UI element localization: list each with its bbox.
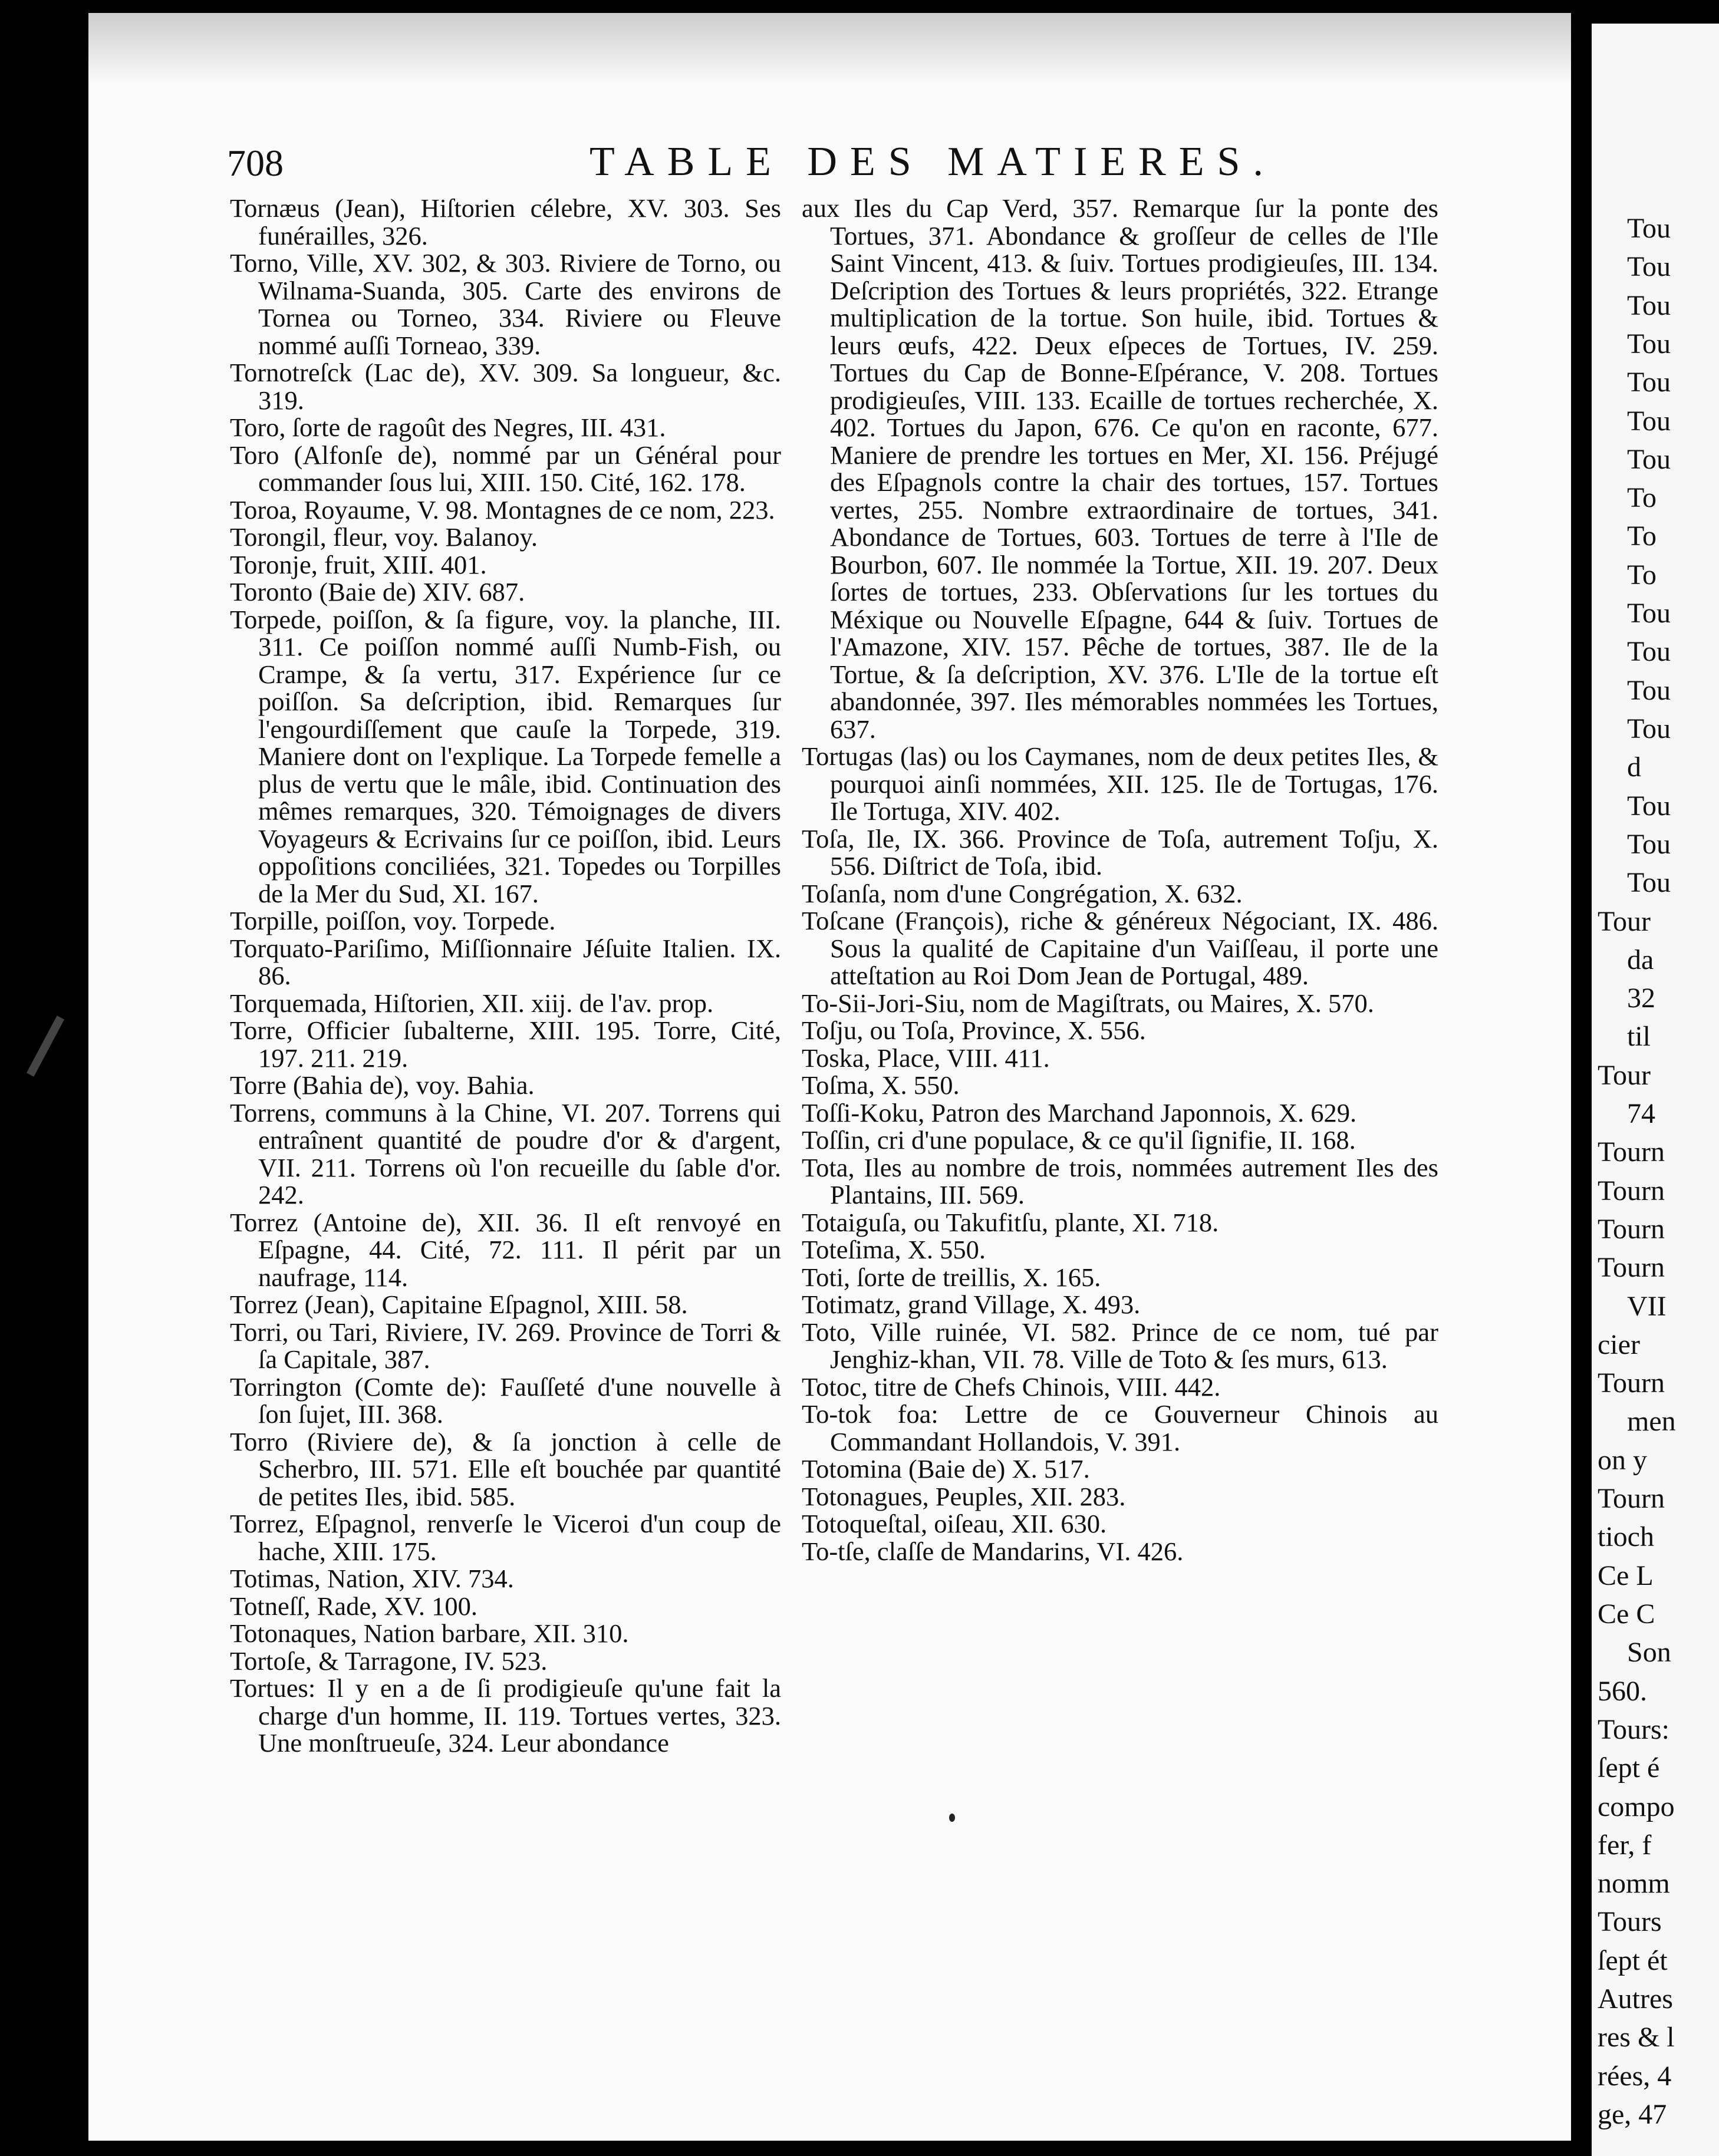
index-entry: Torquemada, Hiſtorien, XII. xiij. de l'av. prop.	[230, 988, 714, 1018]
facing-page-fragment: Ce L	[1598, 1560, 1654, 1591]
running-head: TABLE DES MATIERES.	[590, 139, 1276, 184]
facing-page-fragment: d	[1627, 751, 1641, 783]
index-entry: Toſju, ou Toſa, Province, X. 556.	[802, 1016, 1146, 1045]
index-entry: Toronto (Baie de) XIV. 687.	[230, 577, 525, 606]
index-entry: Torrez, Eſpagnol, renverſe le Viceroi d'un coup de hache, XIII. 175.	[230, 1509, 781, 1566]
index-entry: Torrez (Jean), Capitaine Eſpagnol, XIII. 58.	[230, 1290, 688, 1319]
index-entry: Totonagues, Peuples, XII. 283.	[802, 1481, 1126, 1511]
index-entry: Torro (Riviere de), & ſa jonction à celle de Scherbro, III. 571. Elle eſt bouchée par quantité de petites Iles, ibid. 585.	[230, 1426, 781, 1511]
facing-page-fragment: res & l	[1598, 2022, 1675, 2053]
facing-page-fragment: Tou	[1627, 328, 1671, 360]
facing-page-fragment: Tou	[1627, 790, 1671, 822]
index-entry: Toronje, fruit, XIII. 401.	[230, 549, 487, 579]
index-entry: Totimatz, grand Village, X. 493.	[802, 1290, 1141, 1319]
facing-page-fragment: To	[1627, 520, 1657, 552]
index-entry: Toro (Alfonſe de), nommé par un Général pour commander ſous lui, XIII. 150. Cité, 162. 178.	[230, 440, 781, 497]
facing-page-fragment: Tou	[1627, 367, 1671, 398]
index-entry: Toto, Ville ruinée, VI. 582. Prince de ce nom, tué par Jenghiz-khan, VII. 78. Ville de Toto & ſes murs, 613.	[802, 1317, 1438, 1374]
facing-page-fragment: Tourn	[1598, 1252, 1665, 1284]
index-entry: Toteſima, X. 550.	[802, 1235, 986, 1264]
facing-page-fragment: Tou	[1627, 636, 1671, 668]
facing-page-fragment: Tour	[1598, 1059, 1651, 1091]
index-entry: Toſanſa, nom d'une Congrégation, X. 632.	[802, 878, 1243, 908]
index-entry: Tornæus (Jean), Hiſtorien célebre, XV. 303. Ses funérailles, 326.	[230, 193, 781, 250]
index-entry: Toti, ſorte de treillis, X. 165.	[802, 1262, 1101, 1292]
index-entry: Torrens, communs à la Chine, VI. 207. Torrens qui entraînent quantité de poudre d'or & d'argent, VII. 211. Torrens où l'on recueille du ſable d'or. 242.	[230, 1097, 781, 1209]
facing-page-fragment: Tou	[1627, 443, 1671, 475]
facing-page-fragment: Tou	[1627, 674, 1671, 706]
index-entry: Totonaques, Nation barbare, XII. 310.	[230, 1618, 629, 1648]
facing-page-fragment: To	[1627, 482, 1657, 514]
index-entry: Toſa, Ile, IX. 366. Province de Toſa, autrement Toſju, X. 556. Diſtrict de Toſa, ibid.	[802, 823, 1438, 881]
index-entry: Totomina (Baie de) X. 517.	[802, 1454, 1090, 1484]
facing-page-fragment: Ce C	[1598, 1598, 1655, 1630]
facing-page-fragment: compo	[1598, 1791, 1675, 1822]
index-entry: Toſſin, cri d'une populace, & ce qu'il ſignifie, II. 168.	[802, 1125, 1356, 1155]
facing-page-fragment: Tourn	[1598, 1136, 1665, 1168]
facing-page-fragment: cier	[1598, 1328, 1640, 1360]
ink-speck	[949, 1814, 955, 1822]
index-entry: Torre, Officier ſubalterne, XIII. 195. Torre, Cité, 197. 211. 219.	[230, 1016, 781, 1073]
index-entry: Torrez (Antoine de), XII. 36. Il eſt renvoyé en Eſpagne, 44. Cité, 72. 111. Il périt par un naufrage, 114.	[230, 1207, 781, 1292]
facing-page-fragment: Son	[1627, 1637, 1671, 1669]
index-entry: Tota, Iles au nombre de trois, nommées autrement Iles des Plantains, III. 569.	[802, 1152, 1438, 1209]
facing-page-fragment: men	[1627, 1406, 1676, 1438]
facing-page-fragment: Tou	[1627, 713, 1671, 744]
facing-page-fragment: Tou	[1627, 251, 1671, 283]
facing-page-fragment: Tours:	[1598, 1713, 1669, 1745]
facing-page-fragment: til	[1627, 1021, 1651, 1053]
index-entry: Torquato-Pariſimo, Miſſionnaire Jéſuite Italien. IX. 86.	[230, 933, 781, 990]
index-entry: Torpille, poiſſon, voy. Torpede.	[230, 906, 556, 935]
index-entry: Toſma, X. 550.	[802, 1070, 960, 1100]
index-entry: Totimas, Nation, XIV. 734.	[230, 1564, 514, 1593]
facing-page-fragment: nomm	[1598, 1868, 1670, 1900]
facing-page-fragment: Tou	[1627, 828, 1671, 860]
index-entry: Toro, ſorte de ragoût des Negres, III. 431.	[230, 413, 666, 442]
facing-page-fragment: ſept é	[1598, 1752, 1660, 1784]
index-entry: Torongil, fleur, voy. Balanoy.	[230, 522, 538, 552]
index-entry: To-Sii-Jori-Siu, nom de Magiſtrats, ou Maires, X. 570.	[802, 988, 1374, 1018]
facing-page-fragment: ge, 47	[1598, 2099, 1667, 2130]
index-entry: Tortugas (las) ou los Caymanes, nom de deux petites Iles, & pourquoi ainſi nommées, XII. 125. Ile de Tortugas, 176. Ile Tortuga, XIV. 402.	[802, 741, 1438, 826]
facing-page-fragment: Tourn	[1598, 1213, 1665, 1245]
index-entry: Tornotreſck (Lac de), XV. 309. Sa longueur, &c. 319.	[230, 358, 781, 415]
index-entry: Tortoſe, & Tarragone, IV. 523.	[230, 1646, 548, 1676]
index-entry: To-tſe, claſſe de Mandarins, VI. 426.	[802, 1536, 1184, 1566]
index-entry: Torpede, poiſſon, & ſa figure, voy. la planche, III. 311. Ce poiſſon nommé auſſi Numb-Fish, ou Crampe, & ſa vertu, 317. Expérience ſur ce poiſſon. Sa deſcription, ibid. Remarques ſur l'engourdiſſement que cauſe la Torpede, 319. Maniere dont on l'explique. La Torpede femelle a plus de vertu que le mâle, ibid. Continuation des mêmes remarques, 320. Témoignages de divers Voyageurs & Ecrivains ſur ce poiſſon, ibid. Leurs oppoſitions conciliées, 321. Topedes ou Torpilles de la Mer du Sud, XI. 167.	[230, 604, 781, 908]
index-entry: aux Iles du Cap Verd, 357. Remarque ſur la ponte des Tortues, 371. Abondance & groſſeur de celles de l'Ile Saint Vincent, 413. & ſuiv. Tortues prodigieuſes, III. 134. Deſcription des Tortues & leurs propriétés, 322. Etrange multiplication de la tortue. Son huile, ibid. Tortues & leurs œufs, 422. Deux eſpeces de Tortues, IV. 259. Tortues du Cap de Bonne-Eſpérance, V. 208. Tortues prodigieuſes, VIII. 133. Ecaille de tortues recherchée, X. 402. Tortues du Japon, 676. Ce qu'on en raconte, 677. Maniere de prendre les tortues en Mer, XI. 156. Préjugé des Eſpagnols contre la chair des tortues, 157. Tortues vertes, 255. Nombre extraordinaire de tortues, 341. Abondance de Tortues, 603. Tortues de terre à l'Ile de Bourbon, 607. Ile nommée la Tortue, XII. 19. 207. Deux ſortes de tortues, 233. Obſervations ſur les tortues du Méxique ou Nouvelle Eſpagne, 644 & ſuiv. Tortues de l'Amazone, XIV. 157. Pêche de tortues, 387. Ile de la Tortue, & ſa deſcription, XV. 376. L'Ile de la tortue eſt abandonnée, 397. Iles mémorables nommées les Tortues, 637.	[802, 193, 1438, 744]
index-entry: Totoqueſtal, oiſeau, XII. 630.	[802, 1509, 1107, 1538]
index-entry: Torri, ou Tari, Riviere, IV. 269. Province de Torri & ſa Capitale, 387.	[230, 1317, 781, 1374]
index-entry: Toska, Place, VIII. 411.	[802, 1043, 1050, 1073]
index-entry: Totoc, titre de Chefs Chinois, VIII. 442.	[802, 1372, 1221, 1402]
index-entry: Torre (Bahia de), voy. Bahia.	[230, 1070, 535, 1100]
facing-page-fragment: Tourn	[1598, 1367, 1665, 1399]
index-entry: Toroa, Royaume, V. 98. Montagnes de ce nom, 223.	[230, 495, 775, 525]
facing-page-fragment: 560.	[1598, 1675, 1647, 1707]
facing-page-fragment: fer, f	[1598, 1829, 1652, 1861]
index-entry: To-tok foa: Lettre de ce Gouverneur Chinois au Commandant Hollandois, V. 391.	[802, 1399, 1438, 1456]
index-entry: Torno, Ville, XV. 302, & 303. Riviere de Torno, ou Wilnama-Suanda, 305. Carte des environs de Tornea ou Torneo, 334. Riviere ou Fleuve nommé auſſi Torneao, 339.	[230, 248, 781, 360]
facing-page-fragment: tioch	[1598, 1521, 1654, 1553]
facing-page-fragment: on y	[1598, 1444, 1647, 1476]
facing-page-fragment: Tourn	[1598, 1175, 1665, 1206]
index-entry: Toſſi-Koku, Patron des Marchand Japonnois, X. 629.	[802, 1097, 1357, 1128]
index-column-right	[802, 194, 1438, 1565]
index-entry: Totaiguſa, ou Takufitſu, plante, XI. 718.	[802, 1207, 1219, 1237]
facing-page-fragment: ſept ét	[1598, 1944, 1668, 1976]
page-number: 708	[227, 142, 284, 184]
index-column-left	[230, 194, 781, 1757]
facing-page-fragment: To	[1627, 559, 1657, 591]
facing-page-fragment: Tou	[1627, 867, 1671, 899]
facing-page-fragment: Tours	[1598, 1906, 1662, 1938]
index-entry: Totneſſ, Rade, XV. 100.	[230, 1591, 478, 1621]
facing-page-fragment: Autres	[1598, 1983, 1673, 2015]
facing-page-fragment: Tou	[1627, 289, 1671, 321]
facing-page-fragment: 32	[1627, 983, 1655, 1014]
facing-page-fragment: Tou	[1627, 598, 1671, 629]
facing-page-fragment: Tou	[1627, 213, 1671, 244]
index-entry: Tortues: Il y en a de ſi prodigieuſe qu'une fait la charge d'un homme, II. 119. Tortues vertes, 323. Une monſtrueuſe, 324. Leur abondance	[230, 1673, 781, 1758]
facing-page-fragment: rées, 4	[1598, 2060, 1672, 2092]
index-entry: Toſcane (François), riche & généreux Négociant, IX. 486. Sous la qualité de Capitaine d'un Vaiſſeau, il porte une atteſtation au Roi Dom Jean de Portugal, 489.	[802, 906, 1438, 990]
facing-page-fragment: Tou	[1627, 405, 1671, 437]
facing-page-fragment: da	[1627, 944, 1654, 975]
facing-page-fragment: Tourn	[1598, 1483, 1665, 1515]
facing-page-fragment: Tour	[1598, 905, 1651, 937]
index-entry: Torrington (Comte de): Fauſſeté d'une nouvelle à ſon ſujet, III. 368.	[230, 1372, 781, 1429]
facing-page-fragment: 74	[1627, 1098, 1655, 1130]
facing-page-edge	[1592, 24, 1719, 2156]
facing-page-fragment: VII	[1627, 1290, 1667, 1322]
margin-mark	[27, 1016, 64, 1077]
